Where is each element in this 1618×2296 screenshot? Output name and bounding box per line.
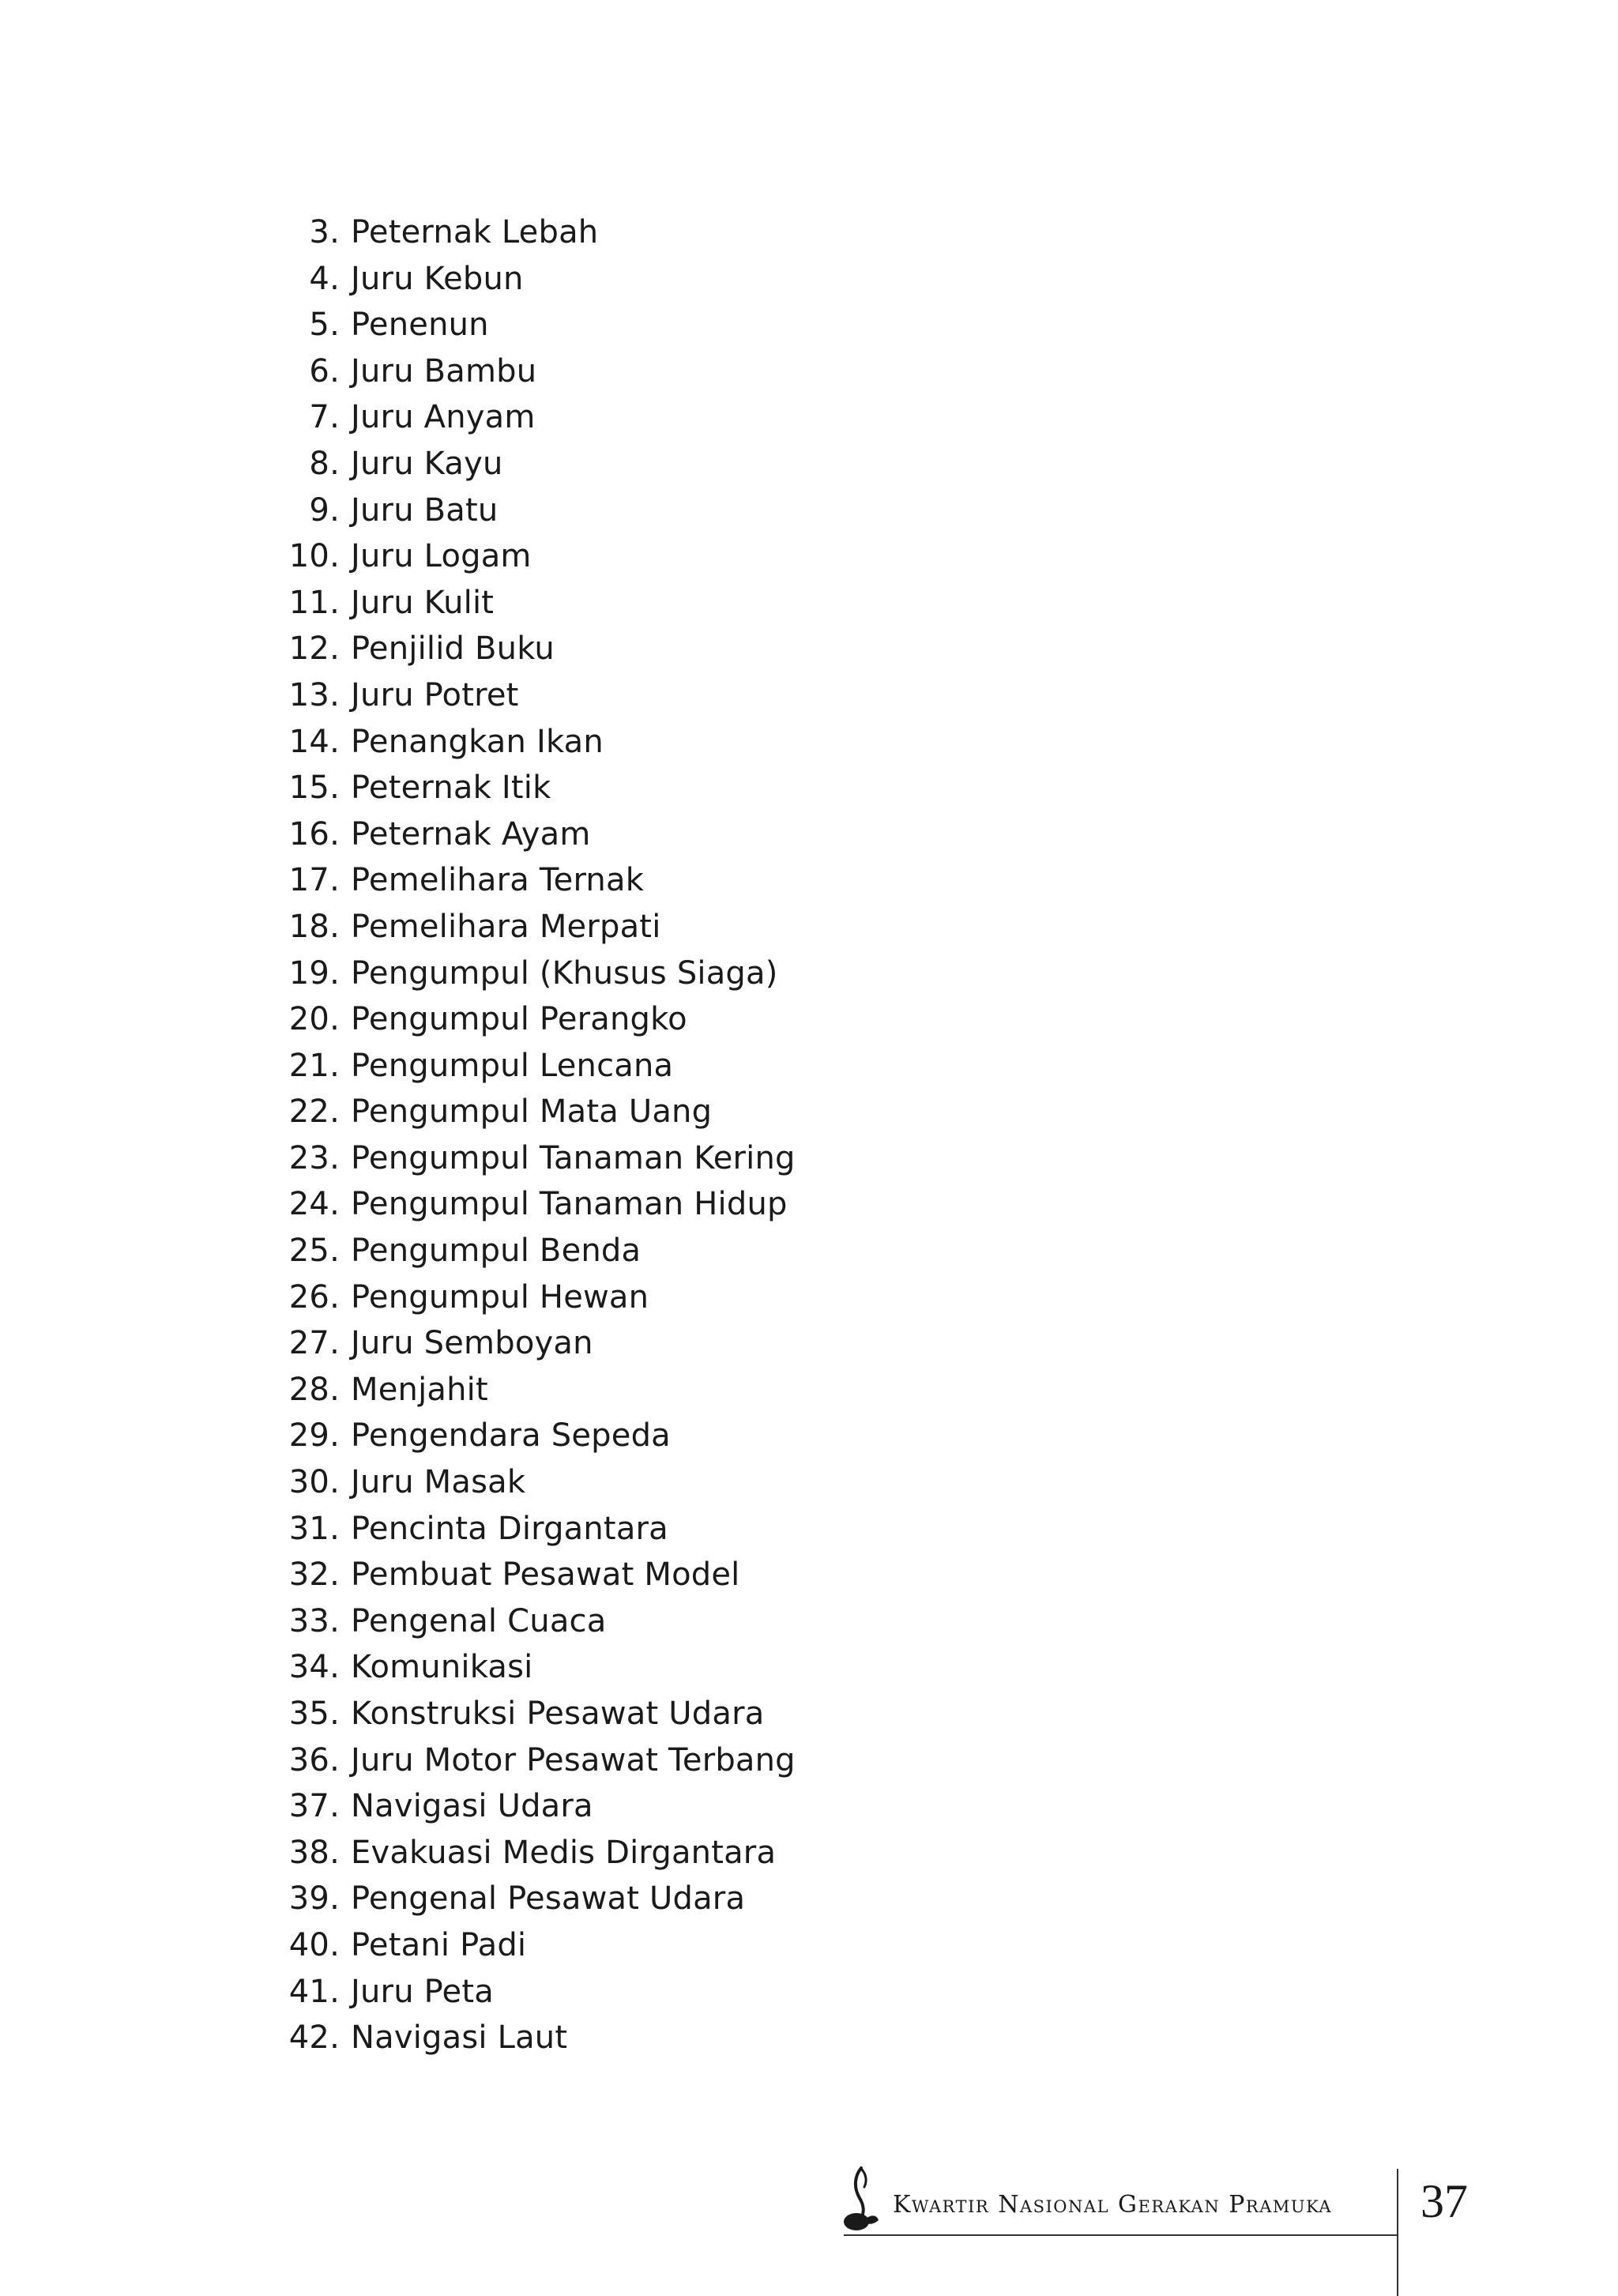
list-item-text: Juru Motor Pesawat Terbang xyxy=(351,1741,796,1778)
list-item-text: Pembuat Pesawat Model xyxy=(351,1556,740,1594)
list-item-number: 19. xyxy=(288,954,340,992)
list-item-text: Juru Peta xyxy=(351,1973,494,2010)
list-item-text: Navigasi Udara xyxy=(351,1788,593,1825)
list-item-number: 15. xyxy=(288,770,340,807)
list-item xyxy=(269,302,796,348)
list-item xyxy=(269,394,796,441)
list-item xyxy=(269,1783,796,1830)
list-item xyxy=(269,950,796,997)
list-item-number: 12. xyxy=(288,630,340,668)
list-item xyxy=(269,626,796,672)
list-item-number: 6. xyxy=(309,352,340,390)
footer-vertical-rule xyxy=(1397,2169,1398,2296)
list-item-number: 40. xyxy=(288,1926,340,1963)
list-item-text: Juru Kulit xyxy=(351,584,495,621)
list-item-text: Juru Kebun xyxy=(351,260,524,297)
list-item-number: 5. xyxy=(309,307,340,344)
list-item-text: Juru Potret xyxy=(351,676,519,713)
list-item-number: 9. xyxy=(309,491,340,529)
list-item xyxy=(269,1691,796,1737)
list-item xyxy=(269,1043,796,1090)
list-item xyxy=(269,1089,796,1135)
list-item-number: 41. xyxy=(288,1973,340,2010)
list-item-text: Juru Masak xyxy=(351,1464,526,1501)
list-item-text: Pengumpul Tanaman Hidup xyxy=(351,1186,788,1223)
list-item-number: 37. xyxy=(288,1788,340,1825)
list-item-text: Juru Logam xyxy=(351,538,532,575)
list-item-text: Penangkan Ikan xyxy=(351,723,604,760)
list-item-text: Pemelihara Ternak xyxy=(351,862,645,899)
list-item xyxy=(269,348,796,395)
list-item-number: 13. xyxy=(288,676,340,713)
list-item-text: Peternak Itik xyxy=(351,770,551,807)
list-item-number: 26. xyxy=(288,1278,340,1315)
list-item-text: Juru Kayu xyxy=(351,445,503,482)
list-item xyxy=(269,996,796,1043)
list-item-number: 29. xyxy=(288,1417,340,1455)
list-item-number: 33. xyxy=(288,1602,340,1639)
list-item xyxy=(269,811,796,858)
list-item-number: 32. xyxy=(288,1556,340,1594)
list-item xyxy=(269,1413,796,1459)
list-item-number: 18. xyxy=(288,908,340,945)
list-item-text: Pengendara Sepeda xyxy=(351,1417,671,1455)
list-item xyxy=(269,533,796,580)
list-item xyxy=(269,1274,796,1321)
list-item-number: 8. xyxy=(309,445,340,482)
list-item-number: 36. xyxy=(288,1741,340,1778)
list-item-number: 38. xyxy=(288,1834,340,1871)
list-item xyxy=(269,2015,796,2061)
list-item-number: 16. xyxy=(288,815,340,853)
list-item-text: Pengumpul Benda xyxy=(351,1233,642,1270)
list-item-number: 28. xyxy=(288,1371,340,1408)
list-item-text: Juru Semboyan xyxy=(351,1325,593,1362)
list-item-text: Penjilid Buku xyxy=(351,630,555,668)
list-item xyxy=(269,1459,796,1506)
list-item xyxy=(269,256,796,303)
list-item-text: Komunikasi xyxy=(351,1649,533,1686)
list-item-number: 7. xyxy=(309,399,340,436)
list-item-text: Juru Bambu xyxy=(351,352,537,390)
list-item-text: Pengenal Cuaca xyxy=(351,1602,607,1639)
list-item-text: Pengumpul Tanaman Kering xyxy=(351,1139,796,1176)
list-item-number: 22. xyxy=(288,1093,340,1131)
list-item xyxy=(269,1830,796,1876)
list-item-text: Pengumpul Mata Uang xyxy=(351,1093,713,1131)
list-item xyxy=(269,1969,796,2016)
list-item-number: 25. xyxy=(288,1233,340,1270)
list-item-text: Pengumpul Lencana xyxy=(351,1047,674,1084)
list-item xyxy=(269,1228,796,1274)
list-item-number: 42. xyxy=(288,2019,340,2057)
footer-organization-name: Kwartir Nasional Gerakan Pramuka xyxy=(893,2191,1333,2219)
list-item xyxy=(269,857,796,904)
list-item-text: Petani Padi xyxy=(351,1926,527,1963)
list-item-text: Konstruksi Pesawat Udara xyxy=(351,1696,765,1732)
list-item xyxy=(269,1181,796,1228)
list-item xyxy=(269,1552,796,1598)
list-item-number: 21. xyxy=(288,1047,340,1084)
list-item-number: 4. xyxy=(309,260,340,297)
tunas-kelapa-icon xyxy=(837,2163,885,2234)
list-item-number: 31. xyxy=(288,1510,340,1547)
list-item-text: Pengenal Pesawat Udara xyxy=(351,1880,746,1918)
list-item xyxy=(269,441,796,487)
list-item xyxy=(269,1320,796,1367)
list-item-number: 20. xyxy=(288,1001,340,1038)
list-item-number: 35. xyxy=(288,1696,340,1732)
list-item xyxy=(269,1598,796,1645)
list-item xyxy=(269,672,796,719)
list-item-number: 3. xyxy=(309,214,340,250)
list-item xyxy=(269,904,796,950)
list-item xyxy=(269,209,796,256)
list-item-text: Peternak Ayam xyxy=(351,815,591,853)
list-item-number: 34. xyxy=(288,1649,340,1686)
list-item xyxy=(269,580,796,627)
list-item-text: Peternak Lebah xyxy=(351,214,599,250)
list-item-number: 27. xyxy=(288,1325,340,1362)
list-item-text: Juru Anyam xyxy=(351,399,536,436)
badge-list xyxy=(269,209,796,2061)
list-item xyxy=(269,1644,796,1691)
list-item xyxy=(269,487,796,534)
list-item-number: 17. xyxy=(288,862,340,899)
list-item xyxy=(269,719,796,766)
list-item-text: Navigasi Laut xyxy=(351,2019,568,2057)
list-item-text: Pencinta Dirgantara xyxy=(351,1510,668,1547)
list-item xyxy=(269,1135,796,1182)
list-item-text: Menjahit xyxy=(351,1371,488,1408)
list-item-text: Juru Batu xyxy=(351,491,499,529)
page-number: 37 xyxy=(1420,2175,1468,2227)
list-item-text: Pengumpul Hewan xyxy=(351,1278,649,1315)
list-item-text: Penenun xyxy=(351,307,489,344)
list-item xyxy=(269,1367,796,1413)
list-item xyxy=(269,1737,796,1784)
list-item xyxy=(269,765,796,811)
list-item-number: 10. xyxy=(288,538,340,575)
footer-horizontal-rule xyxy=(844,2234,1397,2236)
list-item xyxy=(269,1922,796,1969)
list-item-number: 24. xyxy=(288,1186,340,1223)
list-item-text: Evakuasi Medis Dirgantara xyxy=(351,1834,777,1871)
list-item-number: 11. xyxy=(288,584,340,621)
list-item-text: Pengumpul Perangko xyxy=(351,1001,687,1038)
list-item xyxy=(269,1506,796,1553)
list-item-number: 30. xyxy=(288,1464,340,1501)
list-item-number: 39. xyxy=(288,1880,340,1918)
list-item-number: 14. xyxy=(288,723,340,760)
list-item xyxy=(269,1876,796,1922)
list-item-number: 23. xyxy=(288,1139,340,1176)
list-item-text: Pengumpul (Khusus Siaga) xyxy=(351,954,778,992)
list-item-text: Pemelihara Merpati xyxy=(351,908,661,945)
